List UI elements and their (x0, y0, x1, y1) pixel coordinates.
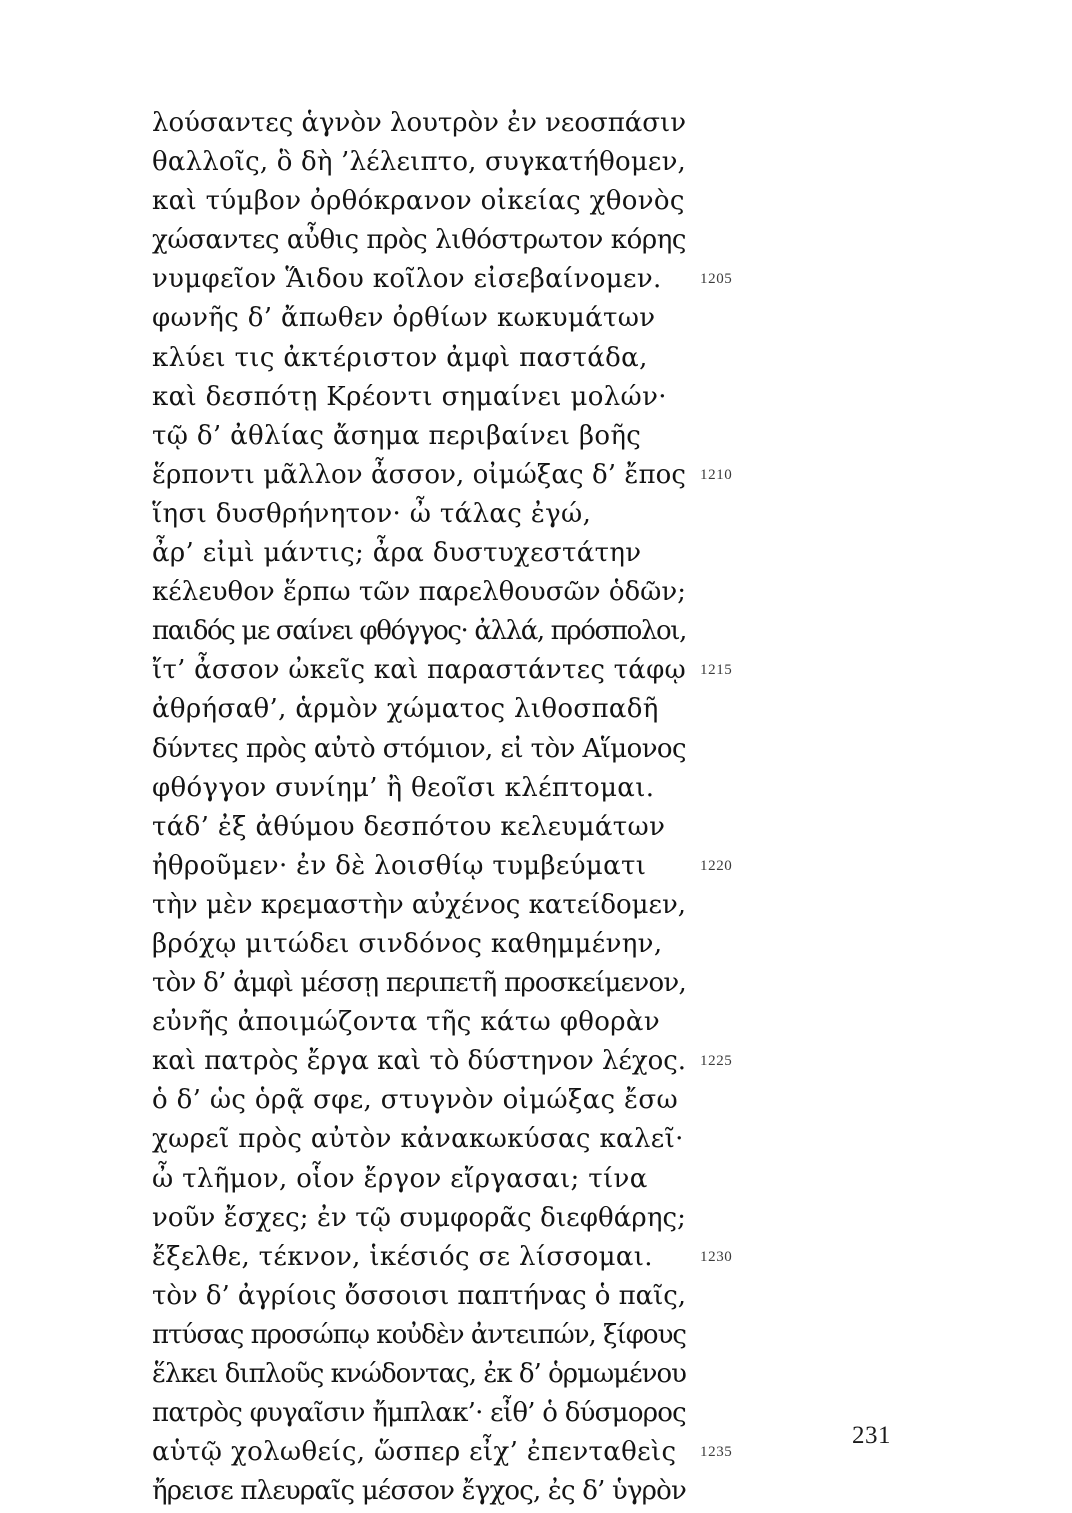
verse-line (152, 964, 792, 1003)
verse-line (152, 1355, 792, 1394)
verse-line (152, 1394, 792, 1433)
verse-line (152, 182, 792, 221)
verse-text: φθόγγον συνίημ’ ἢ θεοῖσι κλέπτομαι. (152, 772, 655, 803)
verse-line (152, 925, 792, 964)
verse-text: τὸν δ’ ἀμφὶ μέσσῃ περιπετῆ προσκείμενον, (152, 968, 686, 999)
verse-line (152, 104, 792, 143)
line-number: 1225 (700, 1053, 733, 1070)
verse-line (152, 1042, 792, 1081)
verse-line (152, 1433, 792, 1472)
verse-text: ἆρ’ εἰμὶ μάντις; ἆρα δυστυχεστάτην (152, 538, 642, 569)
verse-line (152, 886, 792, 925)
verse-line (152, 1120, 792, 1159)
verse-text: βρόχῳ μιτώδει σινδόνος καθημμένην, (152, 928, 663, 959)
verse-line (152, 573, 792, 612)
verse-text: καὶ πατρὸς ἔργα καὶ τὸ δύστηνον λέχος. (152, 1046, 686, 1077)
verse-line (152, 1238, 792, 1277)
verse-text: τὴν μὲν κρεμαστὴν αὐχένος κατείδομεν, (152, 889, 686, 920)
verse-text: ὁ δ’ ὡς ὁρᾷ σφε, στυγνὸν οἰμώξας ἔσω (152, 1085, 678, 1116)
verse-line (152, 847, 792, 886)
verse-text: τὸν δ’ ἀγρίοις ὄσσοισι παπτήνας ὁ παῖς, (152, 1280, 686, 1311)
verse-line (152, 808, 792, 847)
verse-line (152, 456, 792, 495)
verse-text: ἀθρήσαθ’, ἁρμὸν χώματος λιθοσπαδῆ (152, 694, 659, 725)
verse-text: εὐνῆς ἀποιμώζοντα τῆς κάτω φθορὰν (152, 1007, 660, 1038)
verse-line (152, 1199, 792, 1238)
verse-line (152, 378, 792, 417)
line-number: 1235 (700, 1444, 733, 1461)
line-number: 1230 (700, 1248, 733, 1265)
verse-text: παιδός με σαίνει φθόγγος· ἀλλά, πρόσπολοι, (152, 616, 686, 647)
verse-line (152, 730, 792, 769)
line-number: 1220 (700, 857, 733, 874)
verse-text: νυμφεῖον Ἅιδου κοῖλον εἰσεβαίνομεν. (152, 264, 662, 295)
verse-text: ἵησι δυσθρήνητον· ὦ τάλας ἐγώ, (152, 498, 592, 529)
verse-text: καὶ τύμβον ὀρθόκρανον οἰκείας χθονὸς (152, 186, 685, 217)
verse-text: χωρεῖ πρὸς αὐτὸν κἀνακωκύσας καλεῖ· (152, 1124, 684, 1155)
verse-line (152, 690, 792, 729)
verse-text: τῷ δ’ ἀθλίας ἄσημα περιβαίνει βοῆς (152, 420, 642, 451)
verse-text: ἴτ’ ἆσσον ὠκεῖς καὶ παραστάντες τάφῳ (152, 655, 686, 686)
verse-text: πατρὸς φυγαῖσιν ἤμπλακ’· εἶθ’ ὁ δύσμορος (152, 1398, 686, 1429)
verse-text: ἔξελθε, τέκνον, ἱκέσιός σε λίσσομαι. (152, 1241, 653, 1272)
verse-line (152, 1081, 792, 1120)
verse-text: νοῦν ἔσχες; ἐν τῷ συμφορᾶς διεφθάρης; (152, 1202, 686, 1233)
verse-text: ἤρεισε πλευραῖς μέσσον ἔγχος, ἐς δ’ ὑγρὸν (152, 1476, 686, 1507)
verse-line (152, 1160, 792, 1199)
verse-text: καὶ δεσπότῃ Κρέοντι σημαίνει μολών· (152, 381, 667, 412)
verse-line (152, 339, 792, 378)
verse-line (152, 534, 792, 573)
verse-block (152, 104, 792, 1511)
verse-line (152, 612, 792, 651)
verse-line (152, 1316, 792, 1355)
verse-text: τάδ’ ἐξ ἀθύμου δεσπότου κελευμάτων (152, 811, 666, 842)
verse-line (152, 495, 792, 534)
verse-line (152, 417, 792, 456)
verse-text: κλύει τις ἀκτέριστον ἀμφὶ παστάδα, (152, 342, 648, 373)
line-number: 1210 (700, 466, 733, 483)
verse-text: πτύσας προσώπῳ κοὐδὲν ἀντειπών, ξίφους (152, 1319, 686, 1350)
verse-text: ἠθροῦμεν· ἐν δὲ λοισθίῳ τυμβεύματι (152, 850, 647, 881)
line-number: 1215 (700, 662, 733, 679)
verse-line (152, 143, 792, 182)
verse-line (152, 260, 792, 299)
verse-line (152, 769, 792, 808)
verse-line (152, 1472, 792, 1511)
page-number: 231 (852, 1422, 891, 1449)
verse-text: ἕρποντι μᾶλλον ἆσσον, οἰμώξας δ’ ἔπος (152, 459, 686, 490)
verse-text: φωνῆς δ’ ἄπωθεν ὀρθίων κωκυμάτων (152, 303, 656, 334)
verse-line (152, 651, 792, 690)
verse-line (152, 299, 792, 338)
verse-text: ὦ τλῆμον, οἷον ἔργον εἴργασαι; τίνα (152, 1163, 648, 1194)
verse-text: δύντες πρὸς αὐτὸ στόμιον, εἰ τὸν Αἵμονος (152, 733, 686, 764)
verse-text: αὑτῷ χολωθείς, ὥσπερ εἶχ’ ἐπενταθεὶς (152, 1437, 677, 1468)
verse-line (152, 221, 792, 260)
line-number: 1205 (700, 271, 733, 288)
verse-text: ἕλκει διπλοῦς κνώδοντας, ἐκ δ’ ὁρμωμένου (152, 1359, 686, 1389)
verse-text: κέλευθον ἕρπω τῶν παρελθουσῶν ὁδῶν; (152, 577, 686, 608)
verse-line (152, 1277, 792, 1316)
verse-text: λούσαντες ἁγνὸν λουτρὸν ἐν νεοσπάσιν (152, 108, 686, 138)
verse-line (152, 1003, 792, 1042)
verse-text: χώσαντες αὖθις πρὸς λιθόστρωτον κόρης (152, 225, 686, 256)
verse-text: θαλλοῖς, ὃ δὴ ’λέλειπτο, συγκατήθομεν, (152, 147, 686, 178)
